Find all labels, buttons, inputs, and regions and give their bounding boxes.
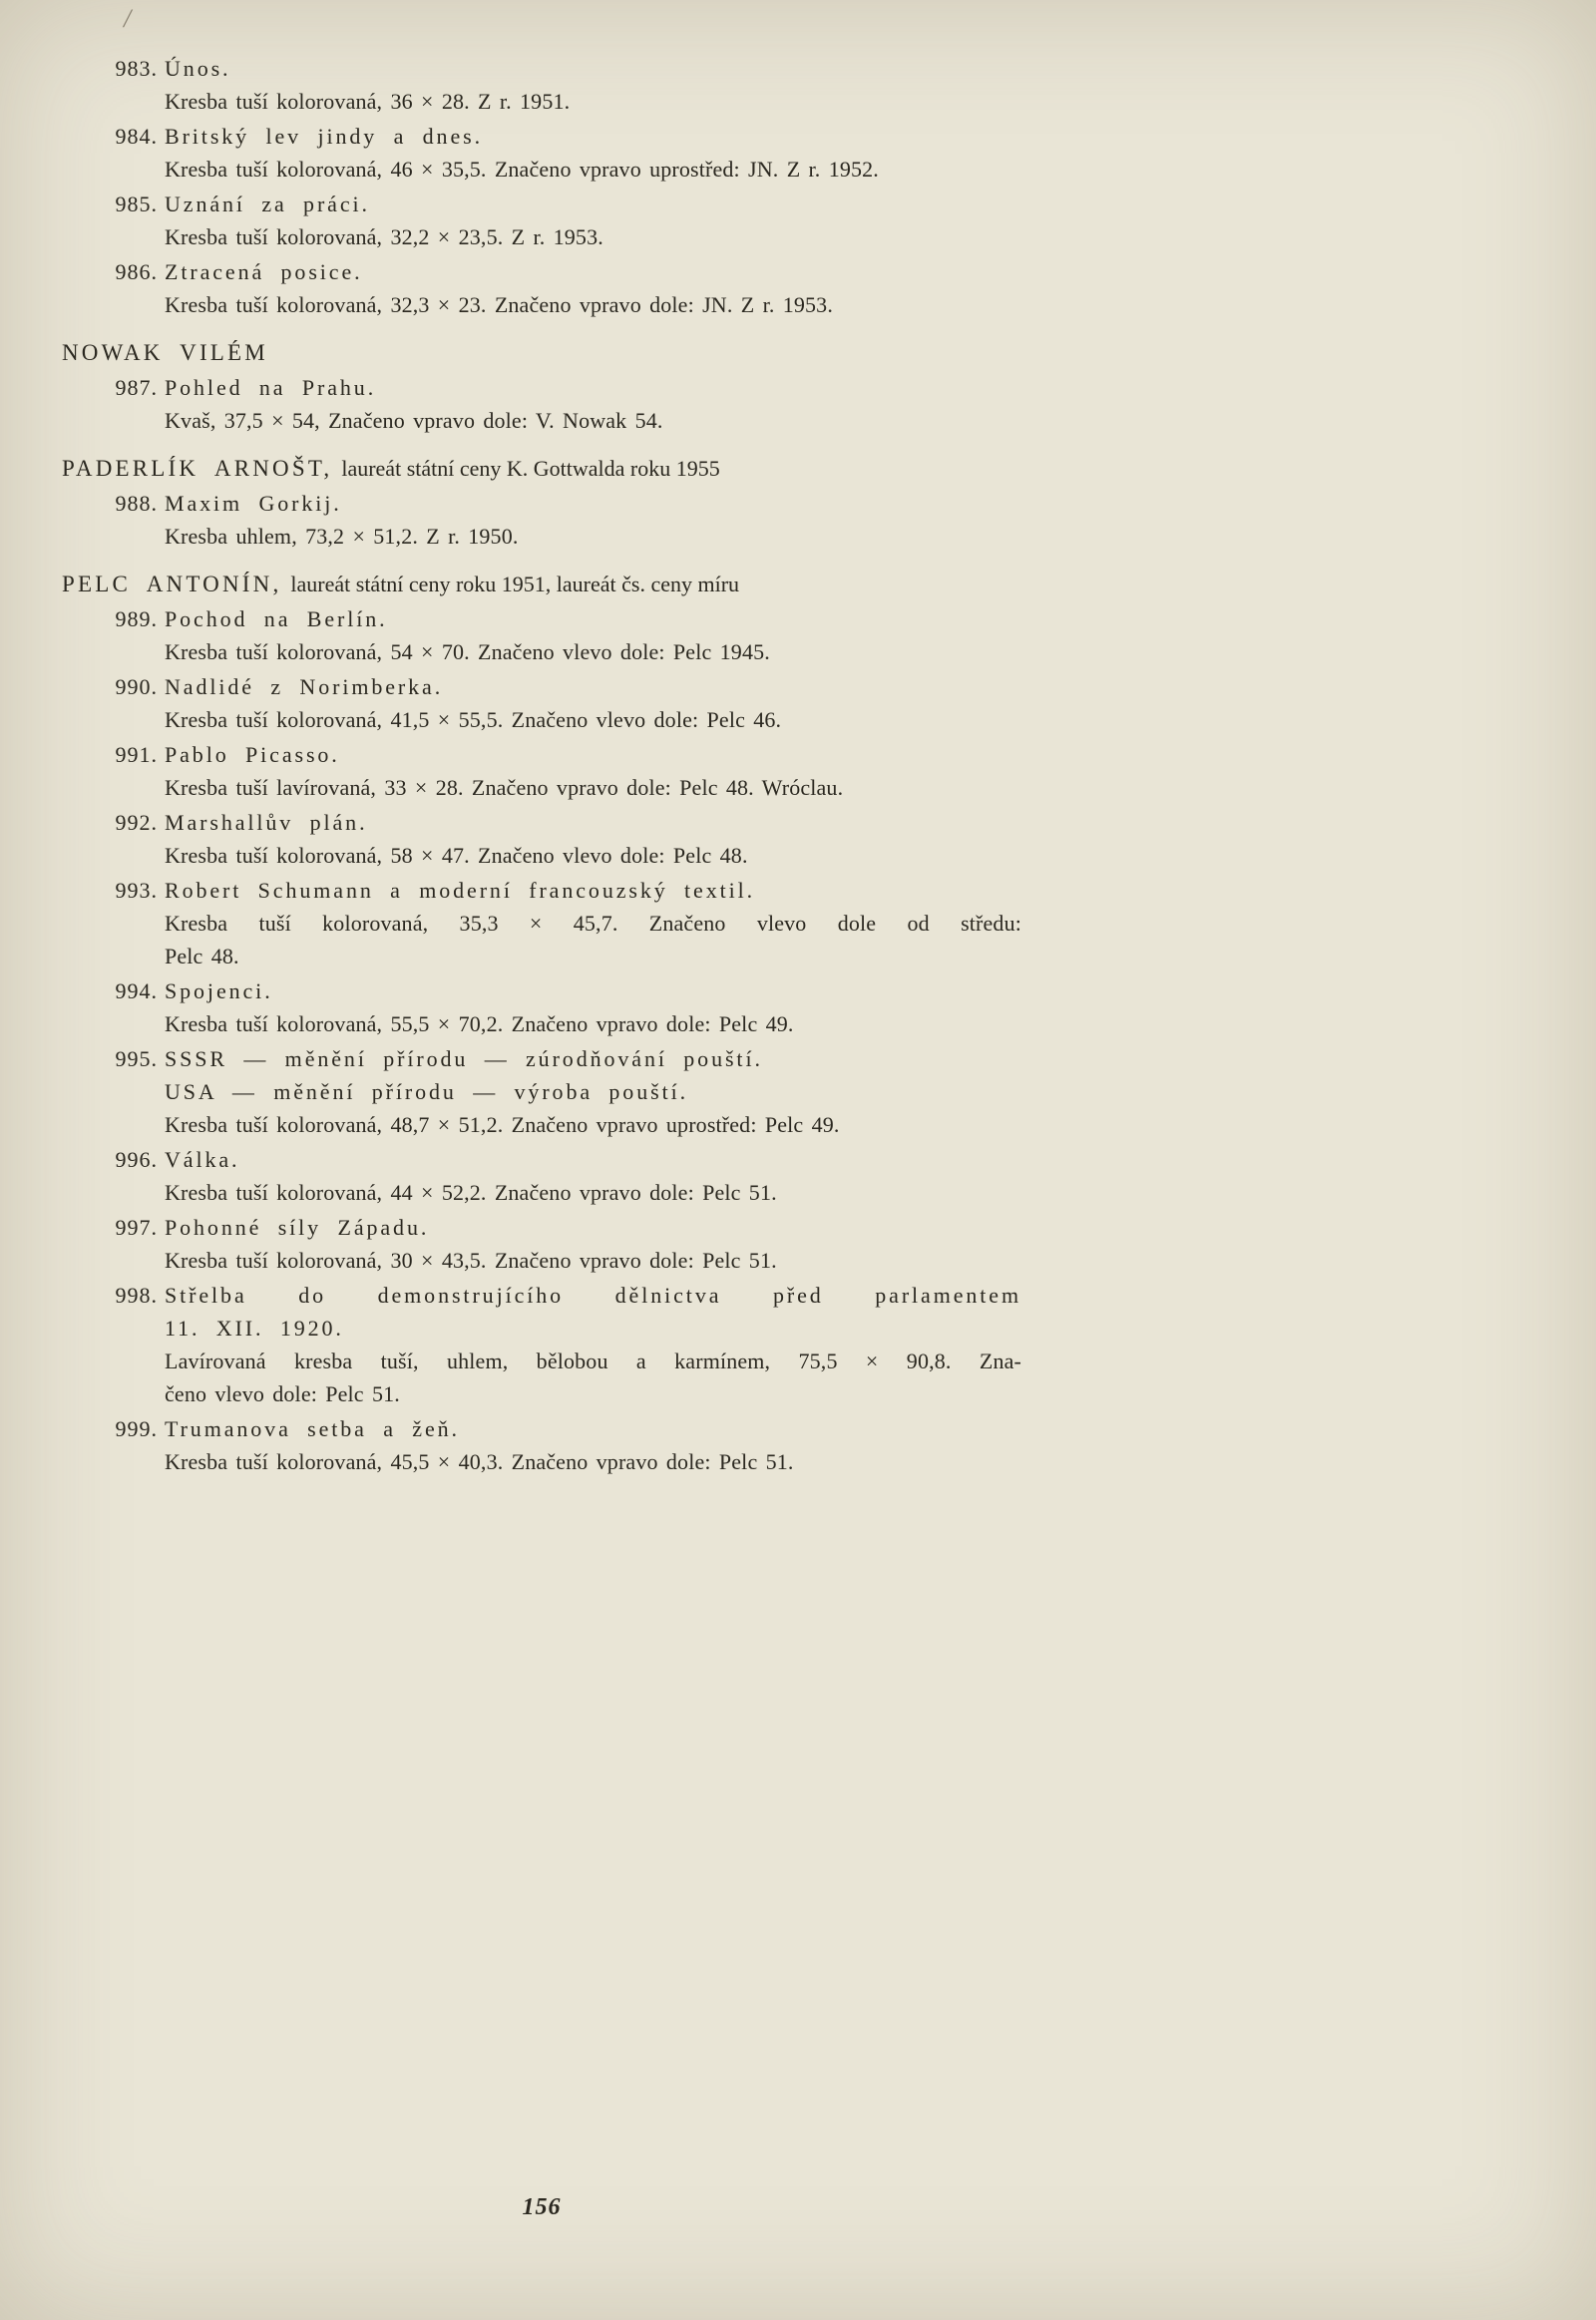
catalog-entry [62, 255, 1021, 321]
catalog-section [62, 336, 1021, 437]
scan-artifact-mark: / [124, 4, 132, 33]
catalog-entry [62, 670, 1021, 736]
entry-description: Kresba tuší kolorovaná, 36 × 28. Z r. 1951. [165, 89, 571, 114]
entry-title: Ztracená posice. [165, 259, 363, 284]
entry-description: Kresba tuší kolorovaná, 35,3 × 45,7. Značeno vlevo dole od středu: [165, 911, 1021, 936]
entry-title: Pohled na Prahu. [165, 375, 377, 400]
catalog-entry [62, 806, 1021, 872]
artist-header [62, 568, 1021, 600]
artist-title-suffix: laureát státní ceny roku 1951, laureát čs. ceny míru [290, 572, 740, 596]
entry-number: 983. [115, 56, 158, 81]
artist-header [62, 336, 1021, 369]
entry-number: 998. [115, 1283, 158, 1308]
entry-title: Spojenci. [165, 978, 273, 1003]
catalog-entry [62, 1042, 1021, 1141]
entry-description: Kresba tuší kolorovaná, 58 × 47. Značeno vlevo dole: Pelc 48. [165, 843, 748, 868]
entry-title: Uznání za práci. [165, 192, 370, 216]
entry-title: Robert Schumann a moderní francouzský textil. [165, 878, 756, 903]
entry-description: Kresba tuší kolorovaná, 32,3 × 23. Značeno vpravo dole: JN. Z r. 1953. [165, 292, 833, 317]
catalog-entry [62, 974, 1021, 1040]
page-content [62, 50, 1021, 1478]
entry-number: 990. [115, 674, 158, 699]
entry-number: 997. [115, 1215, 158, 1240]
entry-description: Kresba tuší kolorovaná, 54 × 70. Značeno vlevo dole: Pelc 1945. [165, 639, 770, 664]
catalog-entry [62, 487, 1021, 553]
entry-description: Kresba tuší kolorovaná, 55,5 × 70,2. Značeno vpravo dole: Pelc 49. [165, 1011, 794, 1036]
entry-title: Střelba do demonstrujícího dělnictva před parlamentem [165, 1283, 1021, 1308]
entry-description: Kresba tuší kolorovaná, 46 × 35,5. Značeno vpravo uprostřed: JN. Z r. 1952. [165, 157, 879, 182]
entry-description: Kresba tuší kolorovaná, 32,2 × 23,5. Z r. 1953. [165, 224, 603, 249]
entry-title: Pohonné síly Západu. [165, 1215, 430, 1240]
entry-description: Kresba tuší kolorovaná, 45,5 × 40,3. Značeno vpravo dole: Pelc 51. [165, 1449, 794, 1474]
catalog-entry [62, 1279, 1021, 1410]
entry-number: 991. [115, 742, 158, 767]
catalog-entry [62, 188, 1021, 253]
catalog-section [62, 568, 1021, 1478]
entry-number: 993. [115, 878, 158, 903]
entry-number: 986. [115, 259, 158, 284]
entry-title: Marshallův plán. [165, 810, 368, 835]
catalog-entry [62, 1211, 1021, 1277]
catalog-section [62, 452, 1021, 553]
artist-name: PADERLÍK ARNOŠT, [62, 456, 333, 481]
entry-description: Pelc 48. [165, 944, 239, 968]
catalog-entry [62, 874, 1021, 972]
entry-number: 996. [115, 1147, 158, 1172]
entry-number: 989. [115, 606, 158, 631]
entry-number: 984. [115, 124, 158, 149]
entry-number: 985. [115, 192, 158, 216]
catalog-entry [62, 1412, 1021, 1478]
entry-description: čeno vlevo dole: Pelc 51. [165, 1381, 400, 1406]
entry-title: Válka. [165, 1147, 240, 1172]
catalog-entry [62, 738, 1021, 804]
entry-number: 994. [115, 978, 158, 1003]
entry-number: 988. [115, 491, 158, 516]
artist-name: PELC ANTONÍN, [62, 572, 282, 596]
entry-description: Kvaš, 37,5 × 54, Značeno vpravo dole: V. Nowak 54. [165, 408, 663, 433]
catalog-entry [62, 602, 1021, 668]
entry-number: 992. [115, 810, 158, 835]
catalog [62, 52, 1021, 1478]
entry-description: Lavírovaná kresba tuší, uhlem, bělobou a karmínem, 75,5 × 90,8. Zna- [165, 1349, 1021, 1373]
entry-title: Trumanova setba a žeň. [165, 1416, 460, 1441]
artist-name: NOWAK VILÉM [62, 340, 268, 365]
entry-description: Kresba tuší kolorovaná, 30 × 43,5. Značeno vpravo dole: Pelc 51. [165, 1248, 777, 1273]
entry-description: Kresba tuší kolorovaná, 48,7 × 51,2. Značeno vpravo uprostřed: Pelc 49. [165, 1112, 840, 1137]
catalog-entry [62, 1143, 1021, 1209]
entry-description: Kresba tuší kolorovaná, 41,5 × 55,5. Značeno vlevo dole: Pelc 46. [165, 707, 782, 732]
entry-title: Pablo Picasso. [165, 742, 340, 767]
catalog-entry [62, 120, 1021, 186]
entry-title: Únos. [165, 56, 231, 81]
entry-description: Kresba tuší lavírovaná, 33 × 28. Značeno vpravo dole: Pelc 48. Wróclau. [165, 775, 844, 800]
entry-description: Kresba uhlem, 73,2 × 51,2. Z r. 1950. [165, 524, 519, 549]
page-number: 156 [522, 2194, 562, 2220]
artist-header [62, 452, 1021, 485]
entry-title: SSSR — měnění přírodu — zúrodňování pouští. [165, 1046, 763, 1071]
entry-number: 995. [115, 1046, 158, 1071]
artist-title-suffix: laureát státní ceny K. Gottwalda roku 1955 [341, 456, 720, 481]
entry-title: USA — měnění přírodu — výroba pouští. [165, 1079, 688, 1104]
entry-number: 999. [115, 1416, 158, 1441]
entry-number: 987. [115, 375, 158, 400]
entry-description: Kresba tuší kolorovaná, 44 × 52,2. Značeno vpravo dole: Pelc 51. [165, 1180, 777, 1205]
catalog-section [62, 52, 1021, 321]
entry-title: Britský lev jindy a dnes. [165, 124, 483, 149]
entry-title: Maxim Gorkij. [165, 491, 342, 516]
entry-title: 11. XII. 1920. [165, 1316, 344, 1341]
catalog-entry [62, 371, 1021, 437]
entry-title: Pochod na Berlín. [165, 606, 388, 631]
catalog-entry [62, 52, 1021, 118]
entry-title: Nadlidé z Norimberka. [165, 674, 444, 699]
